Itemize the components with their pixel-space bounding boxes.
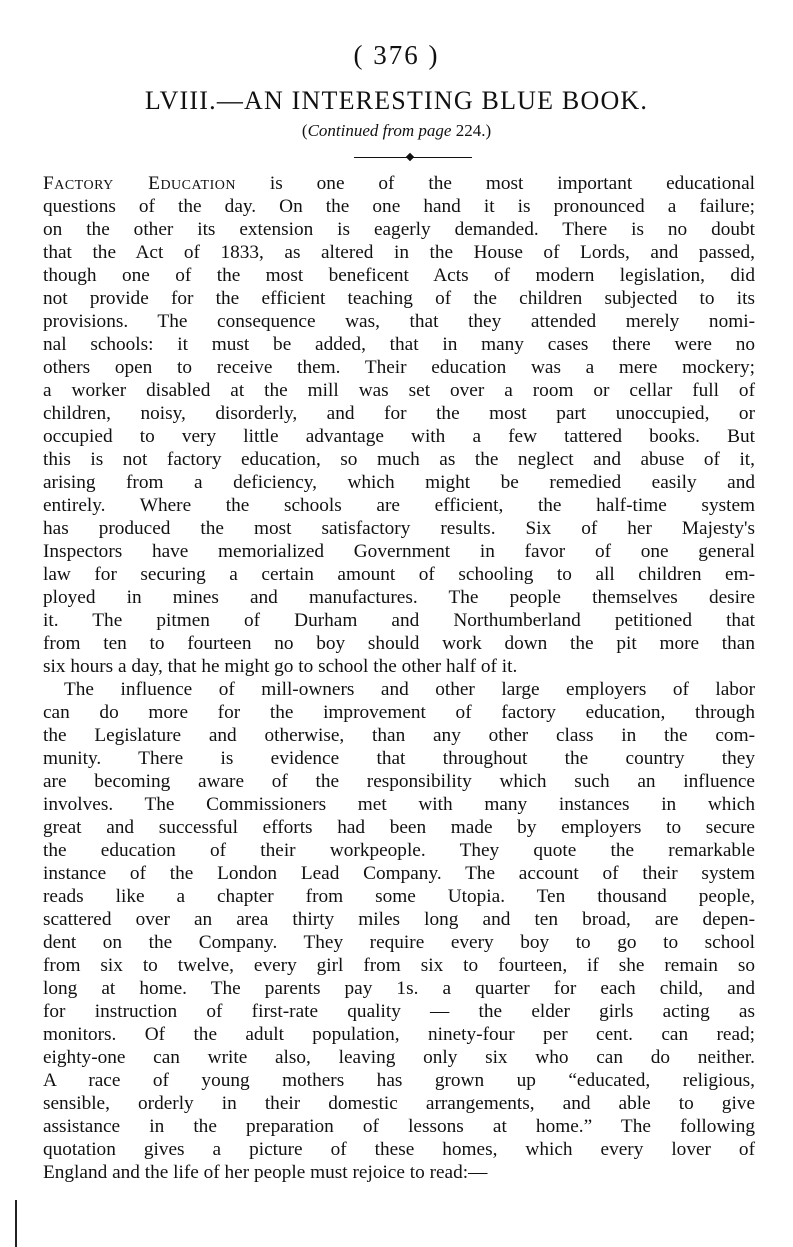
continued-note <box>0 121 793 141</box>
body-line: for instruction of first-rate quality — the elder girls acting as <box>43 1001 755 1022</box>
body-line: long at home. The parents pay 1s. a quarter for each child, and <box>43 978 755 999</box>
body-line: from six to twelve, every girl from six to fourteen, if she remain so <box>43 955 755 976</box>
body-line: the education of their workpeople. They quote the remarkable <box>43 840 755 861</box>
body-line: dent on the Company. They require every boy to go to school <box>43 932 755 953</box>
body-line: nal schools: it must be added, that in many cases there were no <box>43 334 755 355</box>
body-line: eighty-one can write also, leaving only six who can do neither. <box>43 1047 755 1068</box>
body-line: occupied to very little advantage with a few tattered books. But <box>43 426 755 447</box>
body-line: munity. There is evidence that throughout the country they <box>43 748 755 769</box>
body-line: arising from a deficiency, which might be remedied easily and <box>43 472 755 493</box>
body-line: law for securing a certain amount of schooling to all children em- <box>43 564 755 585</box>
body-line: provisions. The consequence was, that they attended merely nomi- <box>43 311 755 332</box>
body-line: England and the life of her people must rejoice to read:— <box>43 1162 488 1183</box>
body-line: questions of the day. On the one hand it is pronounced a failure; <box>43 196 755 217</box>
body-line: The influence of mill-owners and other large employers of labor <box>64 679 755 700</box>
article-title: LVIII.—AN INTERESTING BLUE BOOK. <box>144 86 649 115</box>
body-line: A race of young mothers has grown up “educated, religious, <box>43 1070 755 1091</box>
body-line: children, noisy, disorderly, and for the most part unoccupied, or <box>43 403 755 424</box>
body-line: ployed in mines and manufactures. The people themselves desire <box>43 587 755 608</box>
body-line <box>43 172 755 195</box>
body-line: sensible, orderly in their domestic arrangements, and able to give <box>43 1093 755 1114</box>
body-line: the Legislature and otherwise, than any other class in the com- <box>43 725 755 746</box>
body-line: six hours a day, that he might go to school the other half of it. <box>43 656 518 677</box>
lead-small-caps: Factory Education <box>43 173 236 194</box>
body-line: on the other its extension is eagerly demanded. There is no doubt <box>43 219 755 240</box>
body-line: others open to receive them. Their education was a mere mockery; <box>43 357 755 378</box>
body-line: it. The pitmen of Durham and Northumberland petitioned that <box>43 610 755 631</box>
body-line: entirely. Where the schools are efficient, the half-time system <box>43 495 755 516</box>
continued-page: 224.) <box>451 121 492 140</box>
body-line: instance of the London Lead Company. The account of their system <box>43 863 755 884</box>
body-line: are becoming aware of the responsibility which such an influence <box>43 771 755 792</box>
body-line: from ten to fourteen no boy should work down the pit more than <box>43 633 755 654</box>
article-body <box>43 172 755 1184</box>
line-text: is one of the most important educational <box>236 173 755 194</box>
body-line: assistance in the preparation of lessons at home.” The following <box>43 1116 755 1137</box>
body-line: can do more for the improvement of factory education, through <box>43 702 755 723</box>
body-line: involves. The Commissioners met with many instances in which <box>43 794 755 815</box>
body-line: Inspectors have memorialized Government in favor of one general <box>43 541 755 562</box>
page-number: ( 376 ) <box>353 40 440 70</box>
body-line: not provide for the efficient teaching of the children subjected to its <box>43 288 755 309</box>
body-line: scattered over an area thirty miles long and ten broad, are depen- <box>43 909 755 930</box>
body-line: monitors. Of the adult population, ninety-four per cent. can read; <box>43 1024 755 1045</box>
divider-ornament <box>406 153 414 161</box>
body-line: that the Act of 1833, as altered in the House of Lords, and passed, <box>43 242 755 263</box>
margin-rule <box>15 1200 17 1247</box>
continued-open: ( <box>301 121 308 140</box>
body-line: this is not factory education, so much as the neglect and abuse of it, <box>43 449 755 470</box>
body-line: great and successful efforts had been made by employers to secure <box>43 817 755 838</box>
continued-italic: Continued from page <box>307 121 452 140</box>
body-line: has produced the most satisfactory results. Six of her Majesty's <box>43 518 755 539</box>
body-line: quotation gives a picture of these homes, which every lover of <box>43 1139 755 1160</box>
body-line: though one of the most beneficent Acts of modern legislation, did <box>43 265 755 286</box>
body-line: reads like a chapter from some Utopia. Ten thousand people, <box>43 886 755 907</box>
body-line: a worker disabled at the mill was set over a room or cellar full of <box>43 380 755 401</box>
